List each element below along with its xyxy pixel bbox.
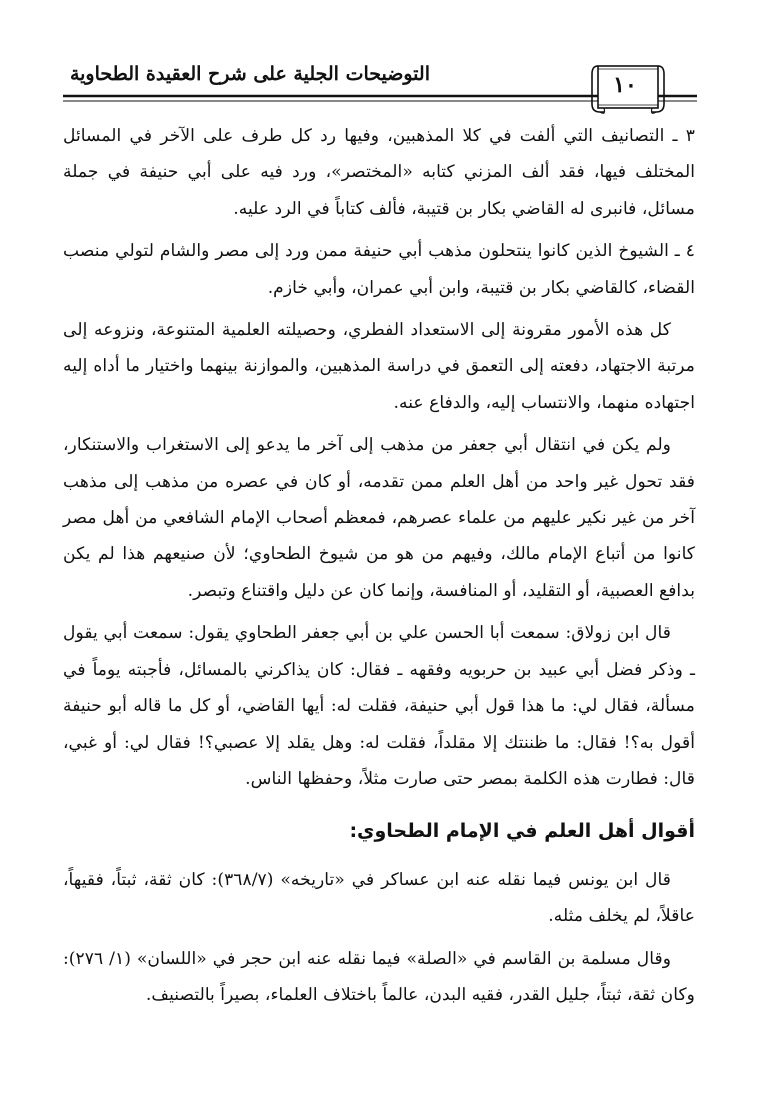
paragraph-2: ٤ ـ الشيوخ الذين كانوا ينتحلون مذهب أبي حنيفة ممن ورد إلى مصر والشام لتولي منصب القضاء، كالقاضي بكار بن قتيبة، وابن أبي عمران، وأبي خازم. [63,241,695,298]
page-number: ١٠ [613,72,637,98]
paragraph-5: قال ابن زولاق: سمعت أبا الحسن علي بن أبي جعفر الطحاوي يقول: سمعت أبي يقول ـ وذكر فضل أبي عبيد بن حربويه وفقهه ـ فقال: كان يذاكرني بالمسائل، فأجبته يوماً في مسألة، فقال لي: ما هذا قول أبي حنيفة، فقلت له: أيها القاضي، أو كل ما قاله أبو حنيفة أقول به؟! فقال: ما ظننتك إلا مقلداً، فقلت له: وهل يقلد إلا عصبي؟! فقال لي: أو غبي، قال: فطارت هذه الكلمة بمصر حتى صارت مثلاً، وحفظها الناس. [63,623,695,789]
section-heading: أقوال أهل العلم في الإمام الطحاوي: [349,820,695,843]
page-body [63,118,695,1019]
running-title: التوضيحات الجلية على شرح العقيدة الطحاوية [69,63,430,85]
paragraph-4: ولم يكن في انتقال أبي جعفر من مذهب إلى آخر ما يدعو إلى الاستغراب والاستنكار، فقد تحول غير واحد من أهل العلم ممن تقدمه، أو كان في عصره من مذهب إلى مذهب آخر من غير نكير عليهم من علماء عصرهم، فمعظم أصحاب الإمام الشافعي من أهل مصر كانوا من أتباع الإمام مالك، وفيهم من هو من شيوخ الطحاوي؛ لأن صنيعهم هذا لم يكن بدافع العصبية، أو التقليد، أو المنافسة، وإنما كان عن دليل واقتناع وتبصر. [63,435,695,601]
paragraph-6: قال ابن يونس فيما نقله عنه ابن عساكر في «تاريخه» (٣٦٨/٧): كان ثقة، ثبتاً، فقيهاً، عاقلاً، لم يخلف مثله. [63,869,695,927]
paragraph-7: وقال مسلمة بن القاسم في «الصلة» فيما نقله عنه ابن حجر في «اللسان» (١/ ٢٧٦): وكان ثقة، ثبتاً، جليل القدر، فقيه البدن، عالماً باختلاف العلماء، بصيراً بالتصنيف. [63,948,695,1005]
paragraph-1: ٣ ـ التصانيف التي ألفت في كلا المذهبين، وفيها رد كل طرف على الآخر في المسائل المختلف فيها، فقد ألف المزني كتابه «المختصر»، ورد فيه على أبي حنيفة في جملة مسائل، فانبرى له القاضي بكار بن قتيبة، فألف كتاباً في الرد عليه. [63,126,695,219]
paragraph-3: كل هذه الأمور مقرونة إلى الاستعداد الفطري، وحصيلته العلمية المتنوعة، ونزوعه إلى مرتبة الاجتهاد، دفعته إلى التعمق في دراسة المذهبين، والموازنة بينهما واختيار ما أداه إليه اجتهاده منهما، والانتساب إليه، والدفاع عنه. [63,320,695,413]
page-header [0,0,760,115]
